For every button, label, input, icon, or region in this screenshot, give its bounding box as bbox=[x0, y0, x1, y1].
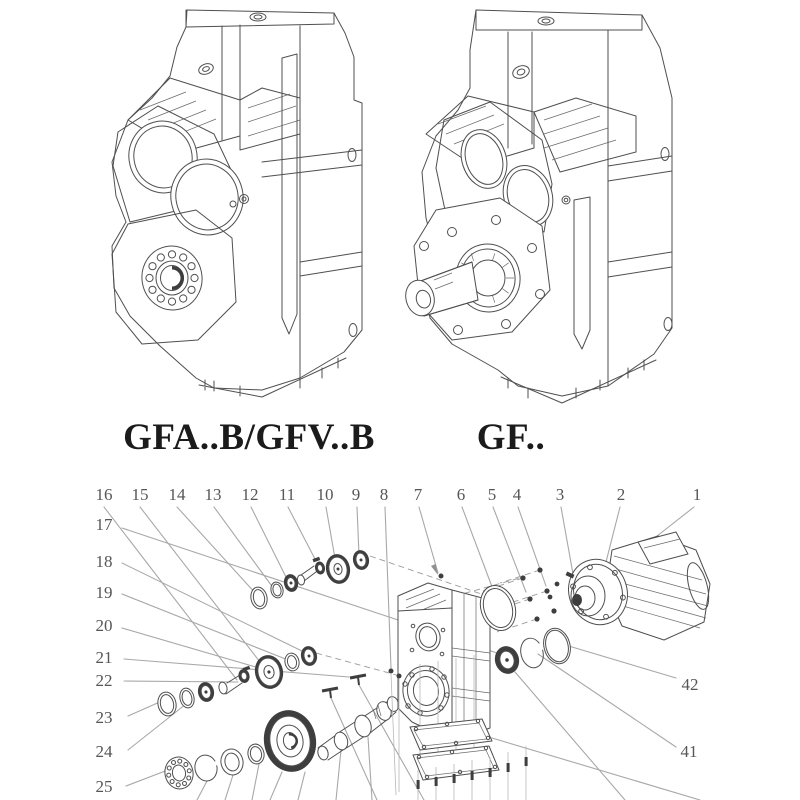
figure-label-gfab: GFA..B/GFV..B bbox=[123, 417, 375, 458]
gearbox-figure-gf bbox=[402, 10, 672, 403]
callout-8: 8 bbox=[379, 485, 389, 504]
callout-16: 16 bbox=[95, 485, 113, 504]
output-shaft bbox=[316, 695, 400, 761]
exploded-parts-diagram bbox=[96, 485, 713, 800]
callout-6: 6 bbox=[456, 485, 466, 504]
callout-20: 20 bbox=[95, 616, 113, 635]
callout-7: 7 bbox=[413, 485, 423, 504]
callout-18: 18 bbox=[95, 552, 113, 571]
callout-13: 13 bbox=[204, 485, 222, 504]
callout-5: 5 bbox=[487, 485, 497, 504]
figure-label-gf: GF.. bbox=[476, 417, 546, 458]
output-gear bbox=[259, 706, 321, 776]
callout-24: 24 bbox=[95, 742, 113, 761]
callout-15: 15 bbox=[131, 485, 149, 504]
callout-12: 12 bbox=[241, 485, 259, 504]
motor-drawing bbox=[548, 532, 713, 640]
callout-25: 25 bbox=[95, 777, 113, 796]
callout-2: 2 bbox=[616, 485, 626, 504]
callout-10: 10 bbox=[316, 485, 334, 504]
callout-4: 4 bbox=[512, 485, 522, 504]
callout-11: 11 bbox=[278, 485, 296, 504]
callout-14: 14 bbox=[168, 485, 186, 504]
callout-3: 3 bbox=[555, 485, 565, 504]
callout-9: 9 bbox=[351, 485, 361, 504]
callout-21: 21 bbox=[95, 648, 113, 667]
callout-17: 17 bbox=[95, 515, 113, 534]
callout-42: 42 bbox=[681, 675, 699, 694]
callout-41: 41 bbox=[680, 742, 698, 761]
callout-22: 22 bbox=[95, 671, 113, 690]
callout-1: 1 bbox=[692, 485, 702, 504]
callout-23: 23 bbox=[95, 708, 113, 727]
gearbox-figure-gfab bbox=[112, 10, 362, 397]
callout-19: 19 bbox=[95, 583, 113, 602]
